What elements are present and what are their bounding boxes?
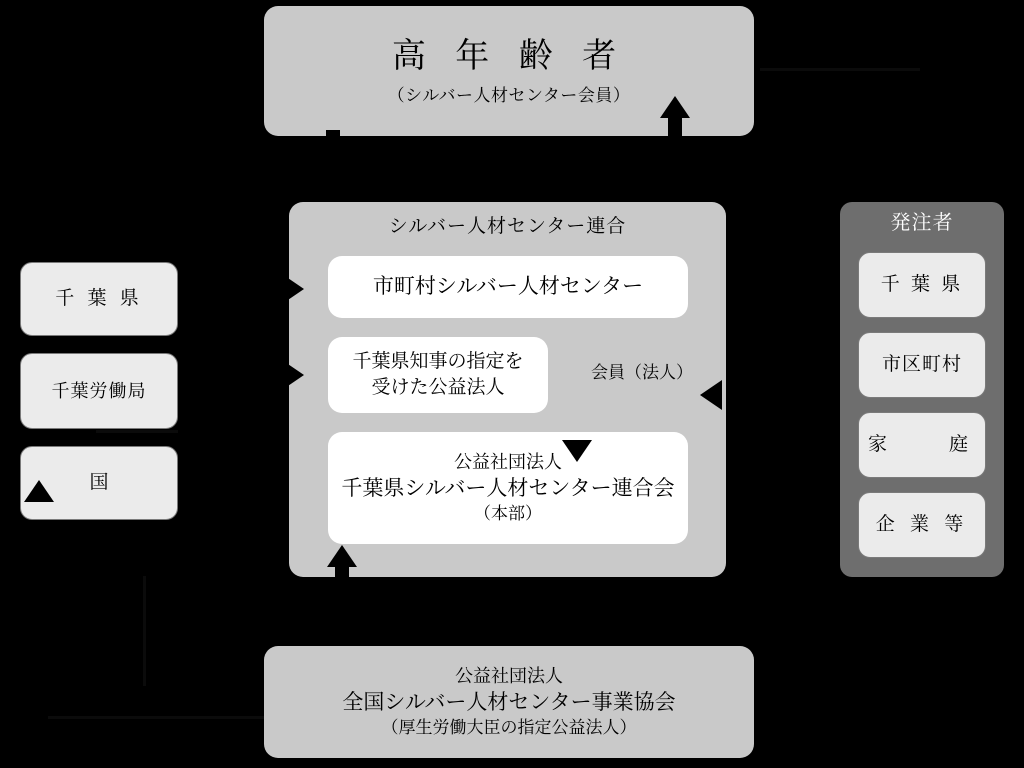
orderer-panel-title: 発注者 [890, 212, 954, 234]
federation-headquarters-box [328, 432, 688, 544]
federation-headquarters-line2: 千葉県シルバー人材センター連合会 [341, 476, 675, 500]
connector-line-left-mid [96, 430, 178, 433]
senior-citizens-subtitle: （シルバー人材センター会員） [387, 86, 631, 106]
federation-headquarters-line1: 公益社団法人 [454, 452, 562, 473]
member-corporation-label: 会員（法人） [591, 363, 693, 382]
municipal-silver-center-label: 市町村シルバー人材センター [372, 274, 644, 298]
left-box-chiba-labour-bureau [20, 353, 178, 429]
national-association-line1: 公益社団法人 [455, 666, 563, 687]
left-box-chiba-labour-bureau-label: 千葉労働局 [51, 380, 147, 401]
connector-line-top-right [760, 68, 920, 71]
national-association-line3: （厚生労働大臣の指定公益法人） [381, 717, 637, 737]
designated-corporation-line2: 受けた公益法人 [371, 377, 505, 398]
orderer-item-company-label: 企 業 等 [875, 514, 969, 536]
left-box-chiba-prefecture [20, 262, 178, 336]
orderer-item-municipality-label: 市区町村 [881, 354, 962, 376]
orderer-item-chiba-prefecture [858, 252, 986, 318]
designated-corporation-box [328, 337, 548, 413]
national-association-line2: 全国シルバー人材センター事業協会 [342, 690, 676, 714]
orderer-item-household-label: 家 庭 [867, 434, 976, 456]
federation-headquarters-line3: （本部） [474, 503, 542, 523]
federation-panel-label: シルバー人材センター連合 [388, 216, 627, 237]
orderer-item-municipality [858, 332, 986, 398]
orderer-item-company [858, 492, 986, 558]
arrow-member-shaft [0, 0, 14, 124]
senior-citizens-title: 高 年 齢 者 [391, 36, 627, 75]
left-box-nation-label: 国 [89, 472, 109, 494]
municipal-silver-center-box [328, 256, 688, 318]
orderer-item-household [858, 412, 986, 478]
connector-line-left-down [143, 576, 146, 686]
orderer-item-chiba-prefecture-label: 千 葉 県 [880, 274, 964, 296]
designated-corporation-line1: 千葉県知事の指定を [352, 351, 524, 373]
national-association-box [264, 646, 754, 758]
left-box-chiba-prefecture-label: 千 葉 県 [55, 288, 143, 310]
